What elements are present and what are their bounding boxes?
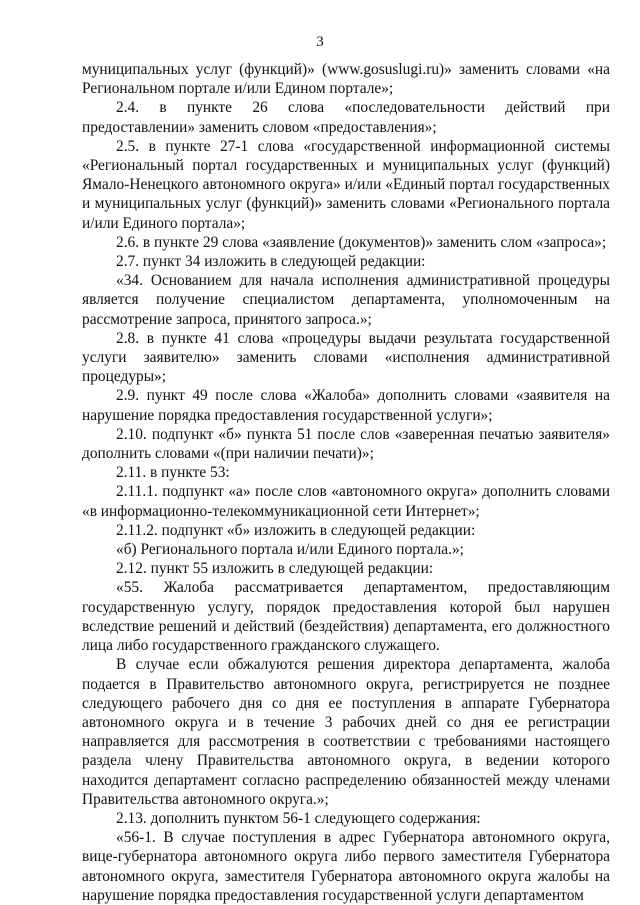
paragraph: 2.13. дополнить пунктом 56-1 следующего содержания:	[116, 809, 481, 827]
paragraph: 2.11.1. подпункт «а» после слов «автономного округа» дополнить словами «в информационно-телекоммуникационной сети Интернет»;	[82, 483, 610, 520]
paragraph: 2.9. пункт 49 после слова «Жалоба» дополнить словами «заявителя на нарушение порядка предоставления государственной услуги»;	[82, 387, 610, 424]
paragraph: 2.6. в пункте 29 слова «заявление (документов)» заменить слом «запроса»;	[116, 233, 607, 251]
paragraph: 2.7. пункт 34 изложить в следующей редакции:	[116, 253, 426, 271]
paragraph: 2.10. подпункт «б» пункта 51 после слов «заверенная печатью заявителя» дополнить словами «(при наличии печати)»;	[82, 425, 610, 463]
paragraph: «б) Регионального портала и/или Единого портала.»;	[116, 541, 464, 559]
paragraph: 2.12. пункт 55 изложить в следующей редакции:	[116, 560, 434, 578]
paragraph: 2.5. в пункте 27-1 слова «государственной информационной системы «Региональный портал государственных и муниципальных услуг (функций) Ямало-Ненецкого автономного округа» и/или «Единый портал государственных и муниципальных услуг (функций)» заменить словами «Регионального портала и/или Единого портала»;	[82, 137, 610, 232]
paragraph: «34. Основанием для начала исполнения административной процедуры является получение специалистом департамента, уполномоченным на рассмотрение запроса, принятого запроса.»;	[82, 272, 610, 328]
paragraph: 2.8. в пункте 41 слова «процедуры выдачи результата государственной услуги заявителю» заменить словами «исполнения административной процедуры»;	[82, 329, 610, 386]
page-number: 3	[316, 34, 324, 50]
paragraph: муниципальных услуг (функций)» (www.gosuslugi.ru)» заменить словами «на Региональном портале и/или Едином портале»;	[82, 61, 610, 98]
paragraph: «55. Жалоба рассматривается департаментом, предоставляющим государственную услугу, порядок предоставления которой был нарушен вследствие решений и действий (бездействия) департамента, его должностного лица либо государственного гражданского служащего.	[82, 579, 610, 655]
paragraph: 2.11. в пункте 53:	[116, 464, 230, 482]
paragraph: «56-1. В случае поступления в адрес Губернатора автономного округа, вице-губернатора автономного округа либо первого заместителя Губернатора автономного округа, заместителя Губернатора автономного округа жалобы на нарушение порядка предоставления государственной услуги департаментом	[82, 829, 610, 904]
paragraph: 2.4. в пункте 26 слова «последовательности действий при предоставлении» заменить словом «предоставления»;	[82, 99, 610, 136]
document-body	[82, 60, 610, 905]
paragraph: 2.11.2. подпункт «б» изложить в следующей редакции:	[116, 521, 476, 539]
paragraph: В случае если обжалуются решения директора департамента, жалоба подается в Правительство автономного округа, регистрируется не позднее следующего рабочего дня со дня ее поступления в аппарате Губернатора автономного округа и в течение 3 рабочих дней со дня ее регистрации направляется для рассмотрения в соответствии с требованиями настоящего раздела члену Правительства автономного округа, в ведении которого находится департамент согласно распределению обязанностей между членами Правительства автономного округа.»;	[82, 656, 610, 808]
